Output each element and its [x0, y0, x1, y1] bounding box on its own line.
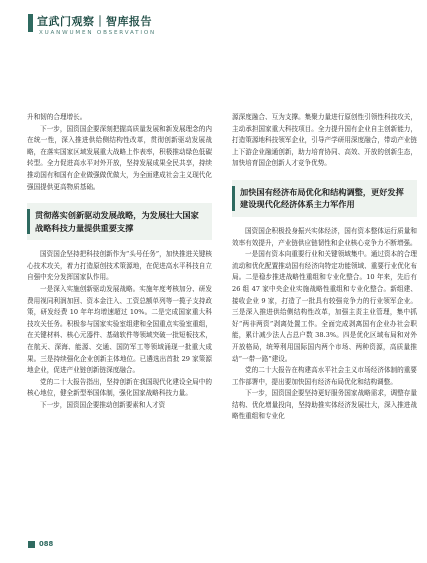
- section-heading-box: [27, 203, 212, 240]
- page-footer: [28, 540, 53, 548]
- paragraph: 国资国企积极投身振兴实体经济，国有资本整体运行质量和效率有效提升，产业链供应链韧性和企业核心竞争力不断增强。: [232, 226, 417, 247]
- paragraph: 源深度融合、互为支撑。集聚力量进行原创性引领性科技攻关，主动承担国家重大科技项目。全力提升国有企业自主创新能力，打造策源地科技领军企业，引导产学研用深度融合，带动产业链上下游企业融通创新，助力培育协同、高效、开放的创新生态，加快培育国企创新人才竞争优势。: [232, 113, 417, 168]
- paragraph: 下一步，国资国企要推动创新要素和人才资: [40, 400, 166, 409]
- section-heading: 贯彻落实创新驱动发展战略，为发展壮大国家战略科技力量提供重要支撑: [35, 210, 199, 233]
- right-column: [232, 112, 417, 423]
- journal-header: [28, 10, 408, 44]
- journal-subtitle: XUANWUMEN OBSERVATION: [39, 30, 157, 36]
- section-heading: 加快国有经济布局优化和结构调整，更好发挥建设现代化经济体系主力军作用: [240, 186, 404, 210]
- paragraph: 下一步，国资国企要深刻把握高质量发展和新发展理念的内在统一性，深入推进供给侧结构性改革，贯彻创新驱动发展战略，在落实国家区域发展重大战略上作表率，积极推动绿色低碳转型。全力促进高水平对外开放，坚持发展成果全民共享，持续推动国有和国有企业做强做优做大，为全面建成社会主义现代化强国提供更高物质基础。: [27, 124, 212, 191]
- paragraph: 一是深入实施创新驱动发展战略。实施年度考核加分、研发费用视同利润加回、资本金注入、工资总额单列等一揽子支持政策，研发经费 10 年年均增速超过 10%。二是完成国家重大科技攻关任务。积极参与国家实验室组建和全国重点实验室重组，在关键材料、核心元器件、基础软件等领域突破一批短板技术，在航天、深海、能源、交通、国防军工等领域涌现一批重大成果。三是持续强化企业创新主体地位。已遴选出首批 29 家策源地企业，促进产业链创新链深度融合。: [27, 284, 212, 375]
- left-column: [27, 112, 212, 411]
- page-marker: [28, 541, 35, 548]
- page-number: 088: [39, 540, 54, 548]
- paragraph: 国资国企坚持把科技创新作为“头号任务”，加快推进关键核心技术攻关，着力打造原创技术策源地，在促进高水平科技自立自强中充分发挥国家队作用。: [27, 250, 212, 282]
- paragraph: 党的二十大报告指出，坚持创新在我国现代化建设全局中的核心地位，健全新型举国体制，强化国家战略科技力量。: [27, 377, 212, 398]
- logo-bar: [28, 14, 33, 32]
- paragraph: 一是国有资本向重要行业和关键领域集中。通过资本的合理流动和优化配置推动国有经济向特定功能领域、重要行业优化布局。二是稳步推进战略性重组和专业化整合。10 年来，先后有 26 组 47 家中央企业实施战略性重组和专业化整合。新组建、接收企业 9 家，打造了一批具有较强竞争力的行业领军企业。三是深入推进供给侧结构性改革，加强主责主业管理，集中抓好“两非两资”剥离处置工作。全面完成剥离国有企业办社会职能，累计减少法人占总户数 38.3%。四是优化区域布局和对外开放格局，统筹利用国际国内两个市场、两种资源，高质量推动“一带一路”建设。: [232, 250, 417, 363]
- paragraph: 下一步，国资国企要坚持更好服务国家战略需求，调整存量结构、优化增量投向，坚持助推实体经济发展壮大，深入推进战略性重组和专业化: [232, 389, 417, 421]
- paragraph: 党的二十大报告在构建高水平社会主义市场经济体制的重要工作部署中，提出要加快国有经济布局优化和结构调整。: [232, 366, 417, 386]
- journal-title: 宣武门观察｜智库报告: [37, 15, 152, 28]
- section-heading-box: [232, 180, 417, 217]
- paragraph: 升和韧的合理增长。: [27, 113, 87, 121]
